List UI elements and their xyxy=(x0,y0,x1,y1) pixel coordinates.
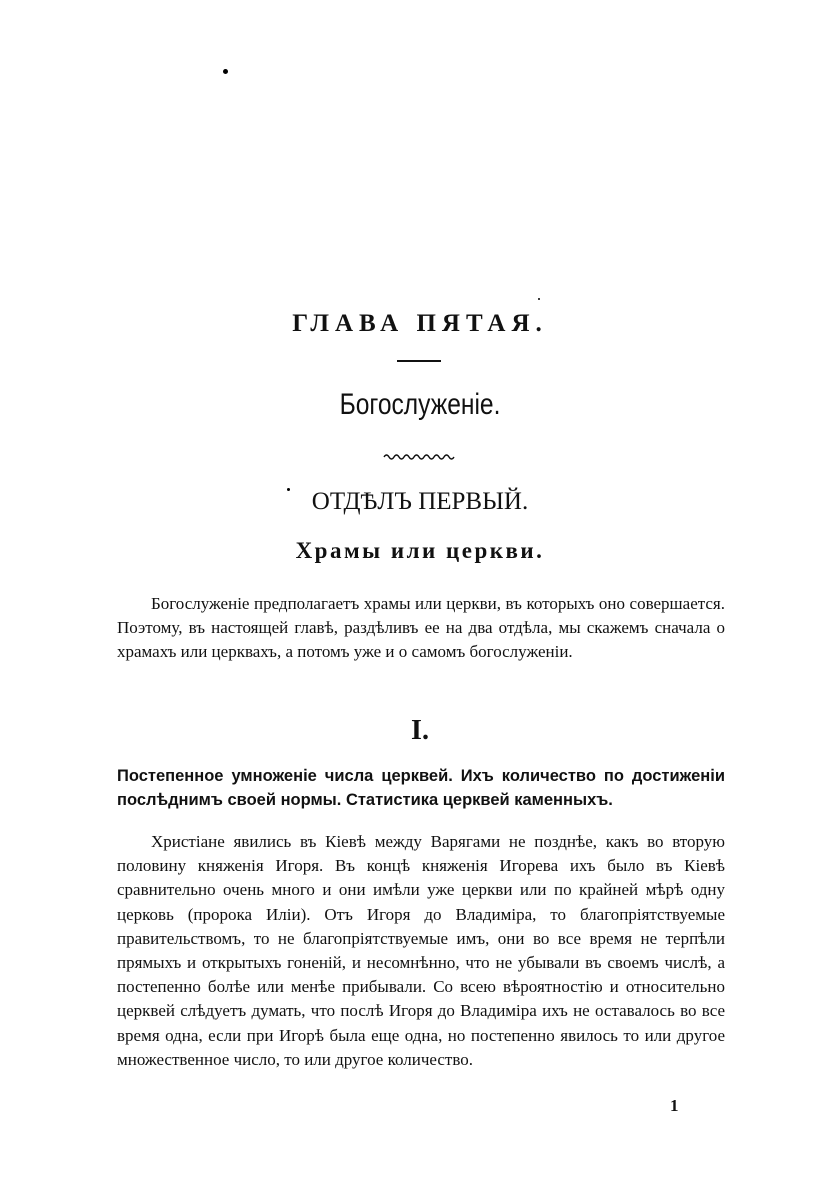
section-title: ОТДѢЛЪ ПЕРВЫЙ. xyxy=(311,488,529,515)
intro-paragraph: Богослуженіе предполагаетъ храмы или церкви, въ которыхъ оно совершается. Поэтому, въ настоящей главѣ, раздѣливъ ее на два отдѣла, мы скажемъ сначала о храмахъ или церквахъ, а потомъ уже и о самомъ богослуженіи. xyxy=(117,594,725,662)
page-number: 1 xyxy=(670,1096,679,1115)
chapter-title: ГЛАВА ПЯТАЯ. xyxy=(292,310,548,337)
wavy-divider xyxy=(383,452,457,462)
body-paragraph: Христіане явились въ Кіевѣ между Варягами не позднѣе, какъ во вторую половину княженія Игоря. Въ концѣ княженія Игорева ихъ было въ Кіевѣ сравнительно очень много и они имѣли уже церкви или по крайней мѣрѣ одну церковь (пророка Иліи). Отъ Игоря до Владиміра, то благопріятствуемые правительствомъ, то не благопріятствуемые имъ, они во все время не терпѣли прямыхъ и открытыхъ гоненій, и несомнѣнно, что не убывали въ своемъ числѣ, а постепенно болѣе или менѣе прибывали. Со всею вѣроятностію и относительно церквей слѣдуетъ думать, что послѣ Игоря до Владиміра ихъ не оставалось во все время одна, если при Игорѣ была еще одна, но постепенно явилось то или другое множественное число, то или другое количество. xyxy=(117,832,725,1069)
part-numeral: I. xyxy=(411,715,429,746)
title-rule xyxy=(397,360,441,362)
subject-title: Богослуженіе. xyxy=(339,388,501,421)
part-heading: Постепенное умноженіе числа церквей. Ихъ количество по достиженіи послѣднимъ своей нормы. Статистика церквей каменныхъ. xyxy=(117,767,725,809)
ink-speck xyxy=(223,69,228,74)
section-subtitle: Храмы или церкви. xyxy=(295,538,545,563)
ink-speck xyxy=(538,298,540,300)
